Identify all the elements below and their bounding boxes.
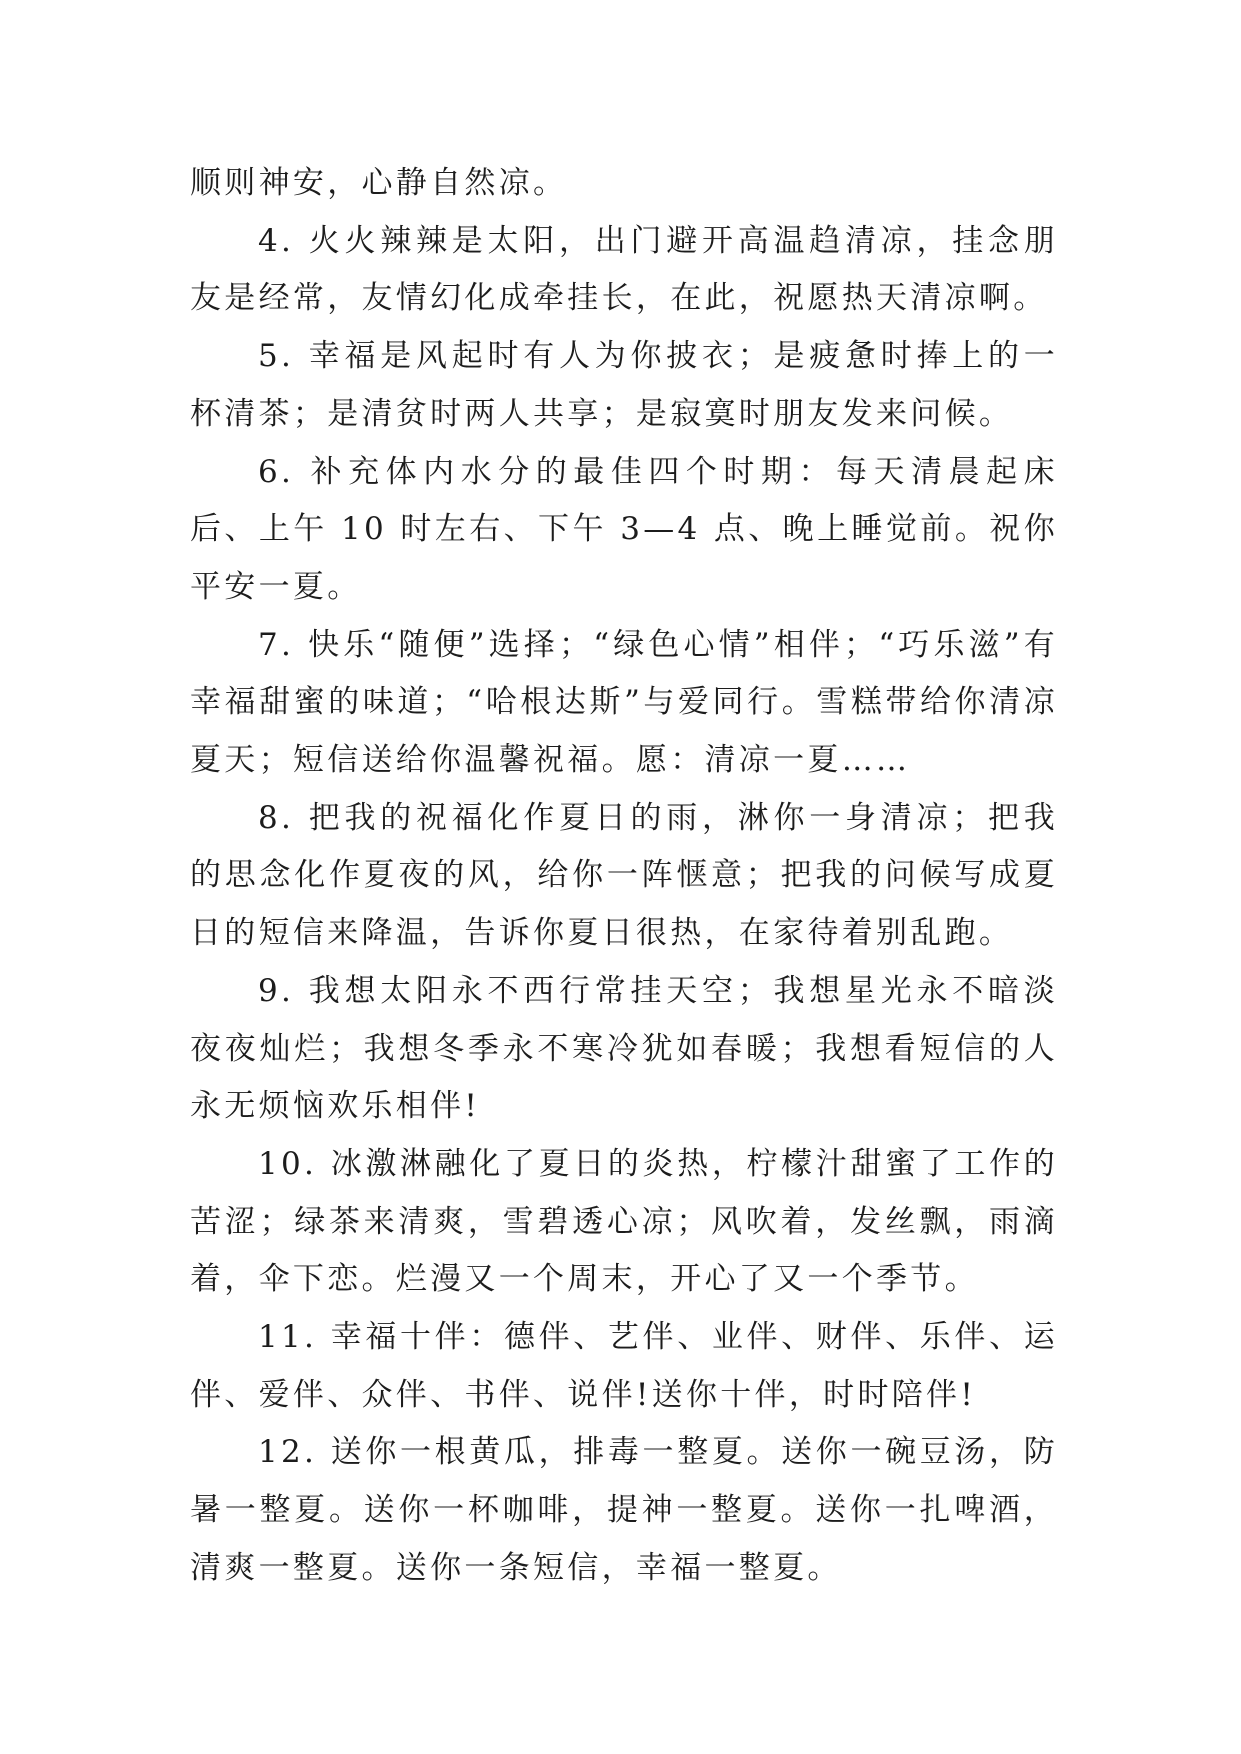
paragraph-item-9: 9. 我想太阳永不西行常挂天空；我想星光永不暗淡夜夜灿烂；我想冬季永不寒冷犹如春暖；我想看短信的人永无烦恼欢乐相伴! xyxy=(190,972,1058,1125)
paragraph-item-6: 6. 补充体内水分的最佳四个时期：每天清晨起床后、上午 10 时左右、下午 3—4 点、晚上睡觉前。祝你平安一夏。 xyxy=(190,453,1058,605)
paragraph-item-4: 4. 火火辣辣是太阳，出门避开高温趋清凉，挂念朋友是经常，友情幻化成牵挂长，在此，祝愿热天清凉啊。 xyxy=(190,222,1058,317)
paragraph-item-11: 11. 幸福十伴：德伴、艺伴、业伴、财伴、乐伴、运伴、爱伴、众伴、书伴、说伴!送你十伴，时时陪伴! xyxy=(190,1319,1058,1413)
paragraph-item-12: 12. 送你一根黄瓜，排毒一整夏。送你一碗豆汤，防暑一整夏。送你一杯咖啡，提神一整夏。送你一扎啤酒，清爽一整夏。送你一条短信，幸福一整夏。 xyxy=(190,1434,1058,1586)
paragraph-item-7: 7. 快乐“随便”选择；“绿色心情”相伴；“巧乐滋”有幸福甜蜜的味道；“哈根达斯”与爱同行。雪糕带给你清凉夏天；短信送给你温馨祝福。愿：清凉一夏…… xyxy=(190,626,1058,779)
paragraph-continuation: 顺则神安，心静自然凉。 xyxy=(190,165,568,201)
paragraph-item-10: 10. 冰激淋融化了夏日的炎热，柠檬汁甜蜜了工作的苦涩；绿茶来清爽，雪碧透心凉；风吹着，发丝飘，雨滴着，伞下恋。烂漫又一个周末，开心了又一个季节。 xyxy=(190,1145,1058,1298)
paragraph-item-5: 5. 幸福是风起时有人为你披衣；是疲惫时捧上的一杯清茶；是清贫时两人共享；是寂寞时朋友发来问候。 xyxy=(190,338,1058,432)
paragraph-item-8: 8. 把我的祝福化作夏日的雨，淋你一身清凉；把我的思念化作夏夜的风，给你一阵惬意；把我的问候写成夏日的短信来降温，告诉你夏日很热，在家待着别乱跑。 xyxy=(190,799,1058,952)
document-body xyxy=(190,155,1058,1598)
